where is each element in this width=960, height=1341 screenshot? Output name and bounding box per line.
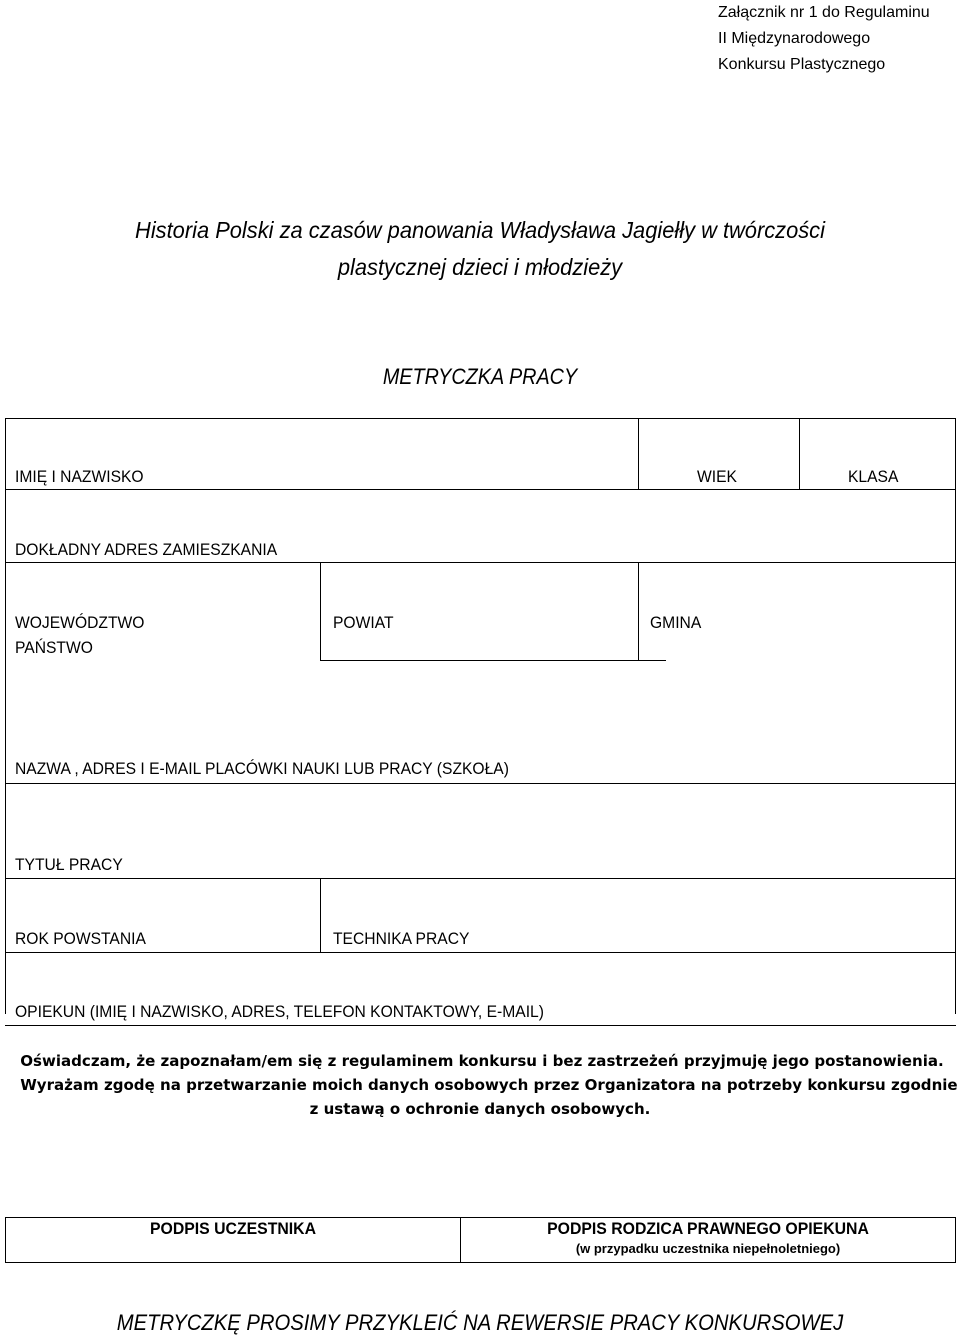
- grid-line: [799, 418, 800, 489]
- grid-line: [638, 418, 639, 489]
- form-subtitle: METRYCZKA PRACY: [382, 364, 578, 389]
- address-field-label: DOKŁADNY ADRES ZAMIESZKANIA: [15, 540, 278, 559]
- technique-field-label: TECHNIKA PRACY: [333, 929, 470, 948]
- age-field-label: WIEK: [697, 467, 737, 486]
- grid-line: [5, 418, 956, 419]
- grid-line: [638, 562, 639, 660]
- grid-line: [5, 1217, 956, 1218]
- guardian-signature-cell: [461, 1219, 955, 1256]
- grid-line: [5, 1262, 956, 1263]
- work-title-field-label: TYTUŁ PRACY: [15, 855, 123, 874]
- statement-line-1: Oświadczam, że zapoznałam/em się z regulaminem konkursu i bez zastrzeżeń przyjmuję jego postanowienia.: [20, 1052, 944, 1070]
- annex-header: [718, 0, 958, 78]
- grid-line: [320, 878, 321, 952]
- title-line-1: Historia Polski za czasów panowania Władysława Jagiełły w twórczości: [135, 217, 825, 243]
- school-field-label: NAZWA , ADRES I E-MAIL PLACÓWKI NAUKI LUB PRACY (SZKOŁA): [15, 759, 509, 778]
- grid-line: [5, 952, 956, 953]
- grid-line: [5, 783, 956, 784]
- grid-line: [5, 489, 956, 490]
- grid-line: [320, 660, 666, 661]
- grid-line: [5, 878, 956, 879]
- grid-line: [5, 418, 6, 1014]
- guardian-signature-label: PODPIS RODZICA PRAWNEGO OPIEKUNA: [547, 1219, 869, 1238]
- year-field-label: ROK POWSTANIA: [15, 929, 146, 948]
- grid-line: [955, 418, 956, 1014]
- county-field-label: POWIAT: [333, 613, 394, 632]
- grid-line: [5, 562, 956, 563]
- country-field-label: PAŃSTWO: [15, 638, 93, 657]
- grid-line: [320, 562, 321, 660]
- grid-line: [955, 1217, 956, 1263]
- guardian-field-label: OPIEKUN (IMIĘ I NAZWISKO, ADRES, TELEFON KONTAKTOWY, E-MAIL): [15, 1002, 544, 1021]
- document-title: [34, 212, 927, 286]
- grid-line: [5, 1025, 956, 1026]
- consent-statement: [6, 1049, 958, 1121]
- annex-line-3: Konkursu Plastycznego: [718, 56, 886, 73]
- class-field-label: KLASA: [848, 467, 899, 486]
- voivodeship-field-label: WOJEWÓDZTWO: [15, 613, 145, 632]
- commune-field-label: GMINA: [650, 613, 702, 632]
- guardian-signature-note: (w przypadku uczestnika niepełnoletniego): [575, 1241, 841, 1256]
- footer-instruction: METRYCZKĘ PROSIMY PRZYKLEIĆ NA REWERSIE PRACY KONKURSOWEJ: [116, 1310, 844, 1335]
- statement-line-2: Wyrażam zgodę na przetwarzanie moich danych osobowych przez Organizatora na potrzeby konkursu zgodnie: [20, 1076, 958, 1094]
- participant-signature-label: PODPIS UCZESTNIKA: [149, 1219, 317, 1238]
- name-field-label: IMIĘ I NAZWISKO: [15, 467, 144, 486]
- annex-line-2: II Międzynarodowego: [718, 30, 871, 47]
- participant-signature-cell: [6, 1219, 460, 1239]
- title-line-2: plastycznej dzieci i młodzieży: [337, 254, 623, 280]
- annex-line-1: Załącznik nr 1 do Regulaminu: [718, 4, 930, 21]
- statement-line-3: z ustawą o ochronie danych osobowych.: [309, 1100, 651, 1118]
